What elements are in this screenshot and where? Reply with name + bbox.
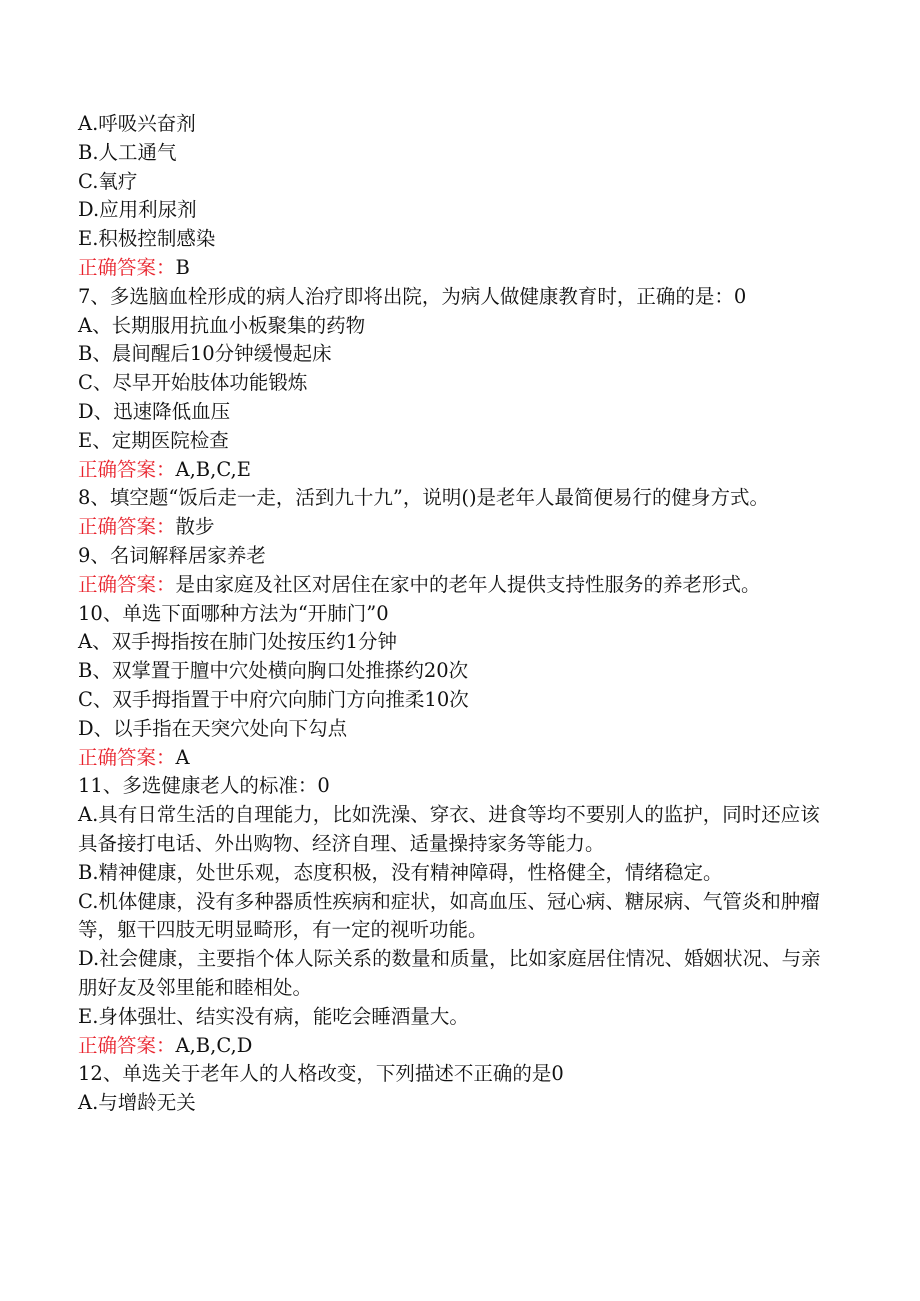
answer-line	[78, 744, 838, 773]
option-line: C、双手拇指置于中府穴向肺门方向推柔10次	[78, 687, 469, 711]
option-line: E.身体强壮、结实没有病，能吃会睡酒量大。	[78, 1004, 469, 1028]
option-line: D、以手指在天突穴处向下勾点	[78, 716, 348, 740]
option-line: A、双手拇指按在肺门处按压约1分钟	[78, 630, 397, 654]
answer-label: 正确答案：	[78, 515, 176, 539]
answer-value: 散步	[175, 515, 215, 539]
document-page	[78, 110, 838, 1118]
question-line: 8、填空题“饭后走一走，活到九十九”，说明()是老年人最简便易行的健身方式。	[78, 486, 770, 510]
option-line: C.机体健康，没有多种器质性疾病和症状，如高血压、冠心病、糖尿病、气管炎和肿瘤等，躯干四肢无明显畸形，有一定的视听功能。	[78, 889, 820, 942]
question-line: 7、多选脑血栓形成的病人治疗即将出院，为病人做健康教育时，正确的是：0	[78, 284, 747, 308]
option-line: B、双掌置于膻中穴处横向胸口处推搽约20次	[78, 659, 469, 683]
answer-line	[78, 513, 838, 542]
option-line: D.应用利尿剂	[78, 198, 197, 222]
option-line: E.积极控制感染	[78, 227, 216, 251]
option-line: E、定期医院检查	[78, 428, 229, 452]
answer-label: 正确答案：	[78, 745, 176, 769]
answer-value: A,B,C,D	[175, 1033, 253, 1057]
answer-line	[78, 571, 838, 600]
answer-value: A,B,C,E	[175, 457, 251, 481]
question-line: 12、单选关于老年人的人格改变，下列描述不正确的是0	[78, 1062, 564, 1086]
question-line: 11、多选健康老人的标准：0	[78, 774, 330, 798]
answer-value: 是由家庭及社区对居住在家中的老年人提供支持性服务的养老形式。	[175, 572, 761, 596]
answer-value: B	[175, 255, 190, 279]
option-line: D、迅速降低血压	[78, 399, 231, 423]
option-line: A、长期服用抗血小板聚集的药物	[78, 313, 366, 337]
option-line: A.与增龄无关	[78, 1091, 196, 1115]
answer-label: 正确答案：	[78, 255, 176, 279]
option-line: A.具有日常生活的自理能力，比如洗澡、穿衣、进食等均不要别人的监护，同时还应该具备接打电话、外出购物、经济自理、适量操持家务等能力。	[78, 803, 820, 855]
option-line: C.氧疗	[78, 169, 138, 193]
answer-label: 正确答案：	[78, 457, 176, 481]
answer-label: 正确答案：	[78, 572, 176, 596]
answer-line	[78, 456, 838, 485]
question-line: 10、单选下面哪种方法为“开肺门”0	[78, 601, 389, 625]
option-line: C、尽早开始肢体功能锻炼	[78, 371, 308, 395]
option-line: D.社会健康，主要指个体人际关系的数量和质量，比如家庭居住情况、婚姻状况、与亲朋好友及邻里能和睦相处。	[78, 947, 821, 999]
answer-value: A	[175, 745, 190, 769]
option-line: B、晨间醒后10分钟缓慢起床	[78, 342, 332, 366]
option-line: B.精神健康，处世乐观，态度积极，没有精神障碍，性格健全，情绪稳定。	[78, 860, 723, 884]
answer-line	[78, 1032, 838, 1061]
option-line: B.人工通气	[78, 140, 177, 164]
answer-line	[78, 254, 838, 283]
option-line: A.呼吸兴奋剂	[78, 112, 196, 135]
answer-label: 正确答案：	[78, 1033, 176, 1057]
question-line: 9、名词解释居家养老	[78, 543, 266, 567]
